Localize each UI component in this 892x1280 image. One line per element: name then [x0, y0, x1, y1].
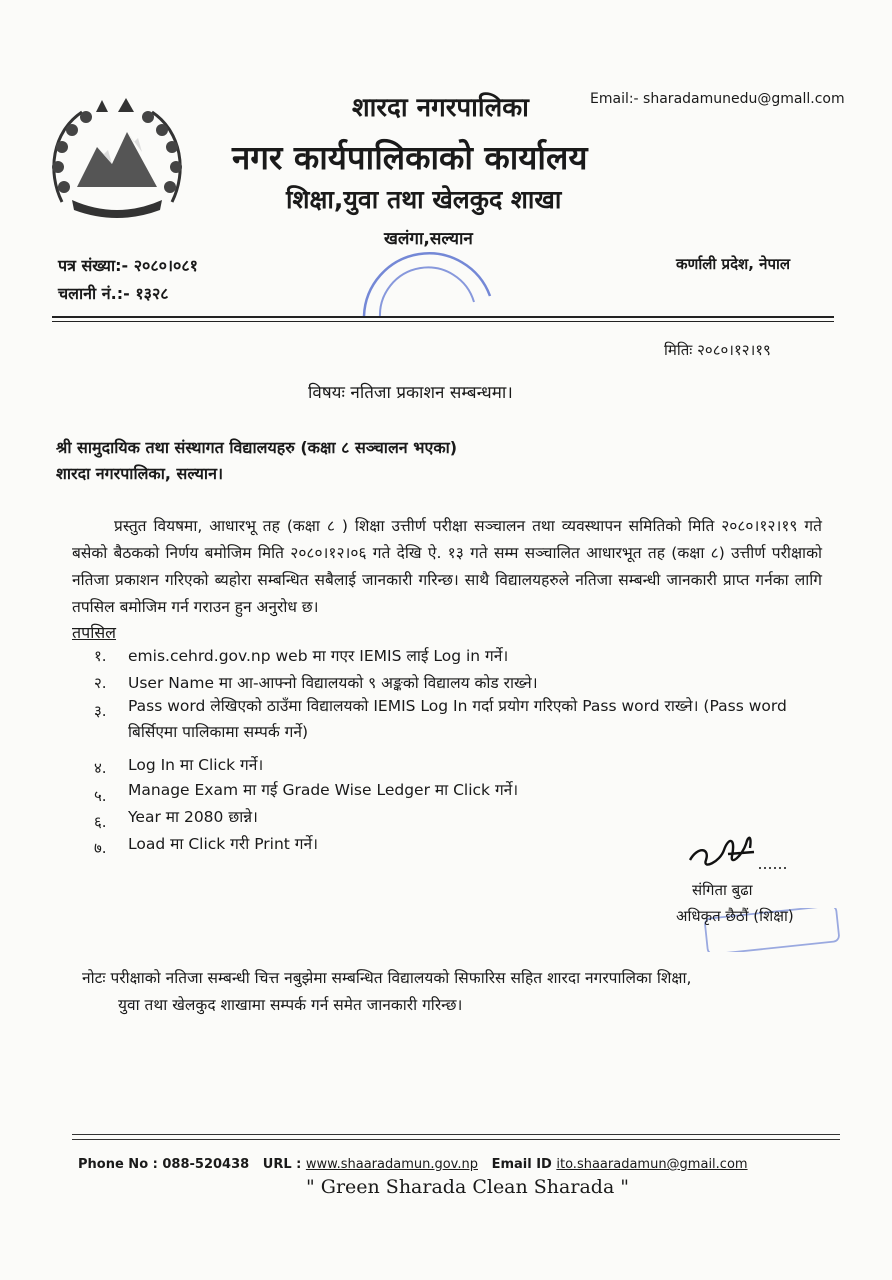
footer-divider-thin	[72, 1139, 840, 1140]
addressee-line-1: श्री सामुदायिक तथा संस्थागत विद्यालयहरु (कक्षा ८ सञ्चालन भएका)	[56, 438, 458, 457]
office-location: खलंगा,सल्यान	[384, 229, 473, 249]
header-divider	[52, 316, 834, 318]
municipality-name: शारदा नगरपालिका	[352, 93, 529, 123]
section-name: शिक्षा,युवा तथा खेलकुद शाखा	[286, 185, 562, 214]
email-link[interactable]: ito.shaaradamun@gmail.com	[556, 1157, 748, 1172]
addressee-line-2: शारदा नगरपालिका, सल्यान।	[56, 464, 224, 483]
footer-contact	[78, 1157, 748, 1172]
letter-subject: विषयः नतिजा प्रकाशन सम्बन्धमा।	[308, 383, 513, 403]
phone-label: Phone No :	[78, 1157, 158, 1172]
list-item-text: Year मा 2080 छान्ने।	[128, 808, 258, 826]
list-item-number: ३.	[94, 702, 107, 720]
signatory-title: अधिकृत छैठौं (शिक्षा)	[676, 907, 794, 925]
letter-number: पत्र संख्या:- २०८०।०८१	[58, 256, 199, 275]
list-item-text: User Name मा आ-आफ्नो विद्यालयको ९ अङ्कको विद्यालय कोड राख्ने।	[128, 674, 538, 692]
header-divider-thin	[52, 321, 834, 322]
province: कर्णाली प्रदेश, नेपाल	[676, 255, 791, 273]
note-line-1: नोटः परीक्षाको नतिजा सम्बन्धी चित्त नबुझेमा सम्बन्धित विद्यालयको सिफारिस सहित शारदा नगरपालिका शिक्षा,	[82, 969, 692, 987]
list-item-text: Pass word लेखिएको ठाउँमा विद्यालयको IEMIS Log In गर्दा प्रयोग गरिएको Pass word राख्ने। (Pass word बिर्सिएमा पालिकामा सम्पर्क गर्ने)	[128, 697, 787, 741]
header-email: Email:- sharadamunedu@gmall.com	[590, 91, 845, 107]
list-item-text: Manage Exam मा गई Grade Wise Ledger मा Click गर्ने।	[128, 781, 519, 799]
slogan: " Green Sharada Clean Sharada "	[306, 1176, 630, 1198]
signature-icon	[684, 826, 794, 876]
list-item-number: ५.	[94, 787, 107, 805]
list-item-text: Log In मा Click गर्ने।	[128, 756, 264, 774]
email-label: Email ID	[491, 1157, 552, 1172]
letter-date: मितिः २०८०।१२।१९	[664, 341, 771, 359]
list-item-number: १.	[94, 647, 107, 665]
dispatch-number: चलानी नं.:- १३२८	[58, 284, 169, 303]
list-item-number: ४.	[94, 759, 107, 777]
url-label: URL :	[262, 1157, 302, 1172]
list-item-text: emis.cehrd.gov.np web मा गएर IEMIS लाई Log in गर्ने।	[128, 647, 509, 665]
nepal-emblem-icon	[42, 92, 192, 222]
list-item-number: ७.	[94, 839, 107, 857]
signatory-name: संगिता बुढा	[692, 881, 753, 899]
note-line-2: युवा तथा खेलकुद शाखामा सम्पर्क गर्न समेत जानकारी गरिन्छ।	[118, 996, 463, 1014]
body-paragraph: प्रस्तुत वियषमा, आधारभू तह (कक्षा ८ ) शिक्षा उत्तीर्ण परीक्षा सञ्चालन तथा व्यवस्थापन समितिको मिति २०८०।१२।१९ गते बसेको बैठकको निर्णय बमोजिम मिति २०८०।१२।०६ गते देखि ऐ. १३ गते सम्म सञ्चालित आधारभूत तह (कक्षा ८) उत्तीर्ण परीक्षाको नतिजा प्रकाशन गरिएको ब्यहोरा सम्बन्धित सबैलाई जानकारी गरिन्छ। साथै विद्यालयहरुले नतिजा सम्बन्धी जानकारी प्राप्त गर्नका लागि तपसिल बमोजिम गर्न गराउन हुन अनुरोध छ।	[72, 517, 822, 616]
list-item-number: २.	[94, 674, 107, 692]
list-item-text: Load मा Click गरी Print गर्ने।	[128, 835, 318, 853]
phone-number: 088-520438	[162, 1157, 250, 1172]
list-heading: तपसिल	[72, 623, 117, 642]
office-name: नगर कार्यपालिकाको कार्यालय	[232, 138, 588, 177]
footer-divider	[72, 1134, 840, 1135]
office-stamp-icon	[352, 236, 502, 326]
website-link[interactable]: www.shaaradamun.gov.np	[305, 1157, 478, 1172]
list-item-number: ६.	[94, 813, 107, 831]
